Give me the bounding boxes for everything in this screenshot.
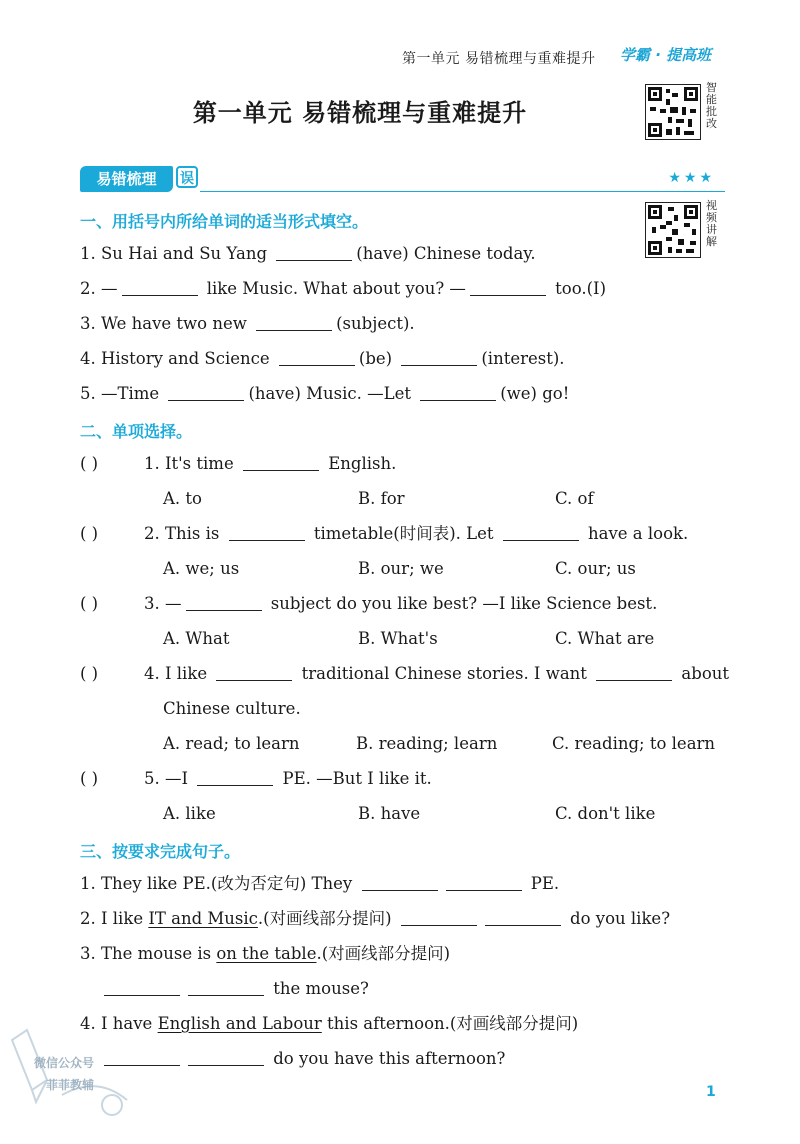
page-title: 第一单元 易错梳理与重难提升 (192, 99, 528, 127)
question-text: this afternoon.(对画线部分提问) (327, 1014, 579, 1033)
question-number: 3. (80, 314, 96, 333)
option-b[interactable]: B. for (358, 489, 405, 508)
rewrite-question-1 (80, 874, 559, 894)
question-text: like Music. What about you? — (206, 279, 466, 298)
answer-blank[interactable] (229, 526, 305, 541)
question-text: (have) Music. —Let (248, 384, 411, 403)
question-text: do you like? (570, 909, 671, 928)
brand-logo: 学霸 · 提高班 (620, 46, 712, 64)
running-head: 第一单元 易错梳理与重难提升 (402, 51, 596, 67)
rewrite-question-2 (80, 909, 670, 929)
answer-blank[interactable] (186, 596, 262, 611)
section-heading-1: 一、用括号内所给单词的适当形式填空。 (80, 212, 369, 231)
option-a[interactable]: A. we; us (163, 559, 240, 578)
option-b[interactable]: B. our; we (358, 559, 444, 578)
answer-blank[interactable] (401, 351, 477, 366)
option-b[interactable]: B. reading; learn (356, 734, 498, 753)
question-1-1 (80, 244, 536, 264)
answer-blank[interactable] (420, 386, 496, 401)
question-text: — (101, 279, 118, 298)
option-a[interactable]: A. What (163, 629, 230, 648)
question-text: I like (101, 909, 144, 928)
qr-pattern-icon (646, 203, 700, 257)
underlined-text: English and Labour (157, 1014, 322, 1033)
underlined-text: on the table (216, 944, 317, 963)
watermark-line-1: 微信公众号 (34, 1056, 95, 1070)
question-text: subject do you like best? —I like Science best. (270, 594, 658, 613)
question-text: about (681, 664, 730, 683)
question-text: traditional Chinese stories. I want (301, 664, 587, 683)
question-1-3 (80, 314, 415, 334)
answer-blank[interactable] (256, 316, 332, 331)
question-text: They like PE.(改为否定句) They (101, 874, 353, 893)
question-text: have a look. (587, 524, 689, 543)
question-number: 4. (144, 664, 160, 683)
answer-blank[interactable] (197, 771, 273, 786)
question-text: We have two new (101, 314, 247, 333)
answer-blank[interactable] (401, 911, 477, 926)
answer-blank[interactable] (188, 1051, 264, 1066)
qr-code-icon[interactable] (645, 202, 701, 258)
question-text: .(对画线部分提问) (316, 944, 451, 963)
rewrite-question-3 (80, 944, 450, 964)
question-text: It's time (165, 454, 234, 473)
question-text: The mouse is (101, 944, 212, 963)
answer-blank[interactable] (485, 911, 561, 926)
question-text: (we) go! (500, 384, 570, 403)
qr-label: 智能批改 (706, 81, 717, 130)
answer-blank[interactable] (216, 666, 292, 681)
answer-blank[interactable] (122, 281, 198, 296)
answer-blank[interactable] (596, 666, 672, 681)
watermark-line-2: 菲菲教辅 (46, 1078, 95, 1092)
answer-blank[interactable] (362, 876, 438, 891)
answer-bracket[interactable]: ( ) (80, 594, 99, 613)
answer-blank[interactable] (104, 981, 180, 996)
question-text: History and Science (101, 349, 270, 368)
question-text: English. (328, 454, 397, 473)
question-text: I like (165, 664, 208, 683)
option-c[interactable]: C. reading; to learn (552, 734, 716, 753)
question-text: This is (165, 524, 220, 543)
question-number: 1. (144, 454, 160, 473)
question-number: 2. (144, 524, 160, 543)
option-a[interactable]: A. read; to learn (163, 734, 300, 753)
question-number: 1. (80, 874, 96, 893)
answer-bracket[interactable]: ( ) (80, 664, 99, 683)
option-c[interactable]: C. What are (555, 629, 655, 648)
option-b[interactable]: B. have (358, 804, 421, 823)
watermark (2, 1020, 132, 1120)
question-1-2 (80, 279, 606, 299)
question-text: (interest). (481, 349, 565, 368)
question-number: 2. (80, 279, 96, 298)
answer-bracket[interactable]: ( ) (80, 524, 99, 543)
answer-blank[interactable] (503, 526, 579, 541)
answer-bracket[interactable]: ( ) (80, 769, 99, 788)
question-text: —Time (101, 384, 160, 403)
section-heading-2: 二、单项选择。 (80, 422, 193, 441)
question-text: (subject). (336, 314, 415, 333)
option-c[interactable]: C. of (555, 489, 594, 508)
question-number: 2. (80, 909, 96, 928)
question-number: 5. (144, 769, 160, 788)
rewrite-answer-3 (100, 979, 369, 999)
banner-rule (200, 191, 725, 192)
question-text: do you have this afternoon? (273, 1049, 506, 1068)
option-b[interactable]: B. What's (358, 629, 438, 648)
page-number: 1 (706, 1084, 716, 1100)
banner-glyph: 误 (176, 166, 198, 188)
question-text: timetable(时间表). Let (313, 524, 494, 543)
section-heading-3: 三、按要求完成句子。 (80, 842, 241, 861)
rewrite-question-4 (80, 1014, 578, 1034)
answer-blank[interactable] (279, 351, 355, 366)
answer-blank[interactable] (470, 281, 546, 296)
option-c[interactable]: C. don't like (555, 804, 656, 823)
difficulty-stars: ★★★ (668, 170, 715, 186)
question-text: —I (165, 769, 189, 788)
question-text: I have (101, 1014, 153, 1033)
answer-blank[interactable] (168, 386, 244, 401)
question-number: 5. (80, 384, 96, 403)
banner-label: 易错梳理 (80, 166, 173, 192)
answer-blank[interactable] (188, 981, 264, 996)
option-a[interactable]: A. like (163, 804, 216, 823)
question-text: the mouse? (273, 979, 369, 998)
question-1-5 (80, 384, 569, 404)
option-c[interactable]: C. our; us (555, 559, 636, 578)
answer-blank[interactable] (243, 456, 319, 471)
qr-code-icon[interactable] (645, 84, 701, 140)
question-text: PE. (530, 874, 560, 893)
question-number: 3. (80, 944, 96, 963)
question-text: too.(I) (555, 279, 607, 298)
answer-blank[interactable] (276, 246, 352, 261)
section-banner (80, 166, 725, 192)
question-1-4 (80, 349, 565, 369)
option-a[interactable]: A. to (163, 489, 202, 508)
qr-label: 视频讲解 (706, 199, 717, 248)
question-text: (have) Chinese today. (356, 244, 536, 263)
question-number: 4. (80, 1014, 96, 1033)
question-number: 4. (80, 349, 96, 368)
question-text: .(对画线部分提问) (257, 909, 392, 928)
question-number: 3. (144, 594, 160, 613)
question-text: (be) (358, 349, 393, 368)
answer-bracket[interactable]: ( ) (80, 454, 99, 473)
rewrite-answer-4 (100, 1049, 505, 1069)
answer-blank[interactable] (446, 876, 522, 891)
question-text: PE. —But I like it. (282, 769, 432, 788)
question-text: Su Hai and Su Yang (101, 244, 268, 263)
question-number: 1. (80, 244, 96, 263)
qr-pattern-icon (646, 85, 700, 139)
underlined-text: IT and Music (148, 909, 258, 928)
question-text: — (165, 594, 182, 613)
mc-question-4-cont: Chinese culture. (163, 699, 301, 718)
